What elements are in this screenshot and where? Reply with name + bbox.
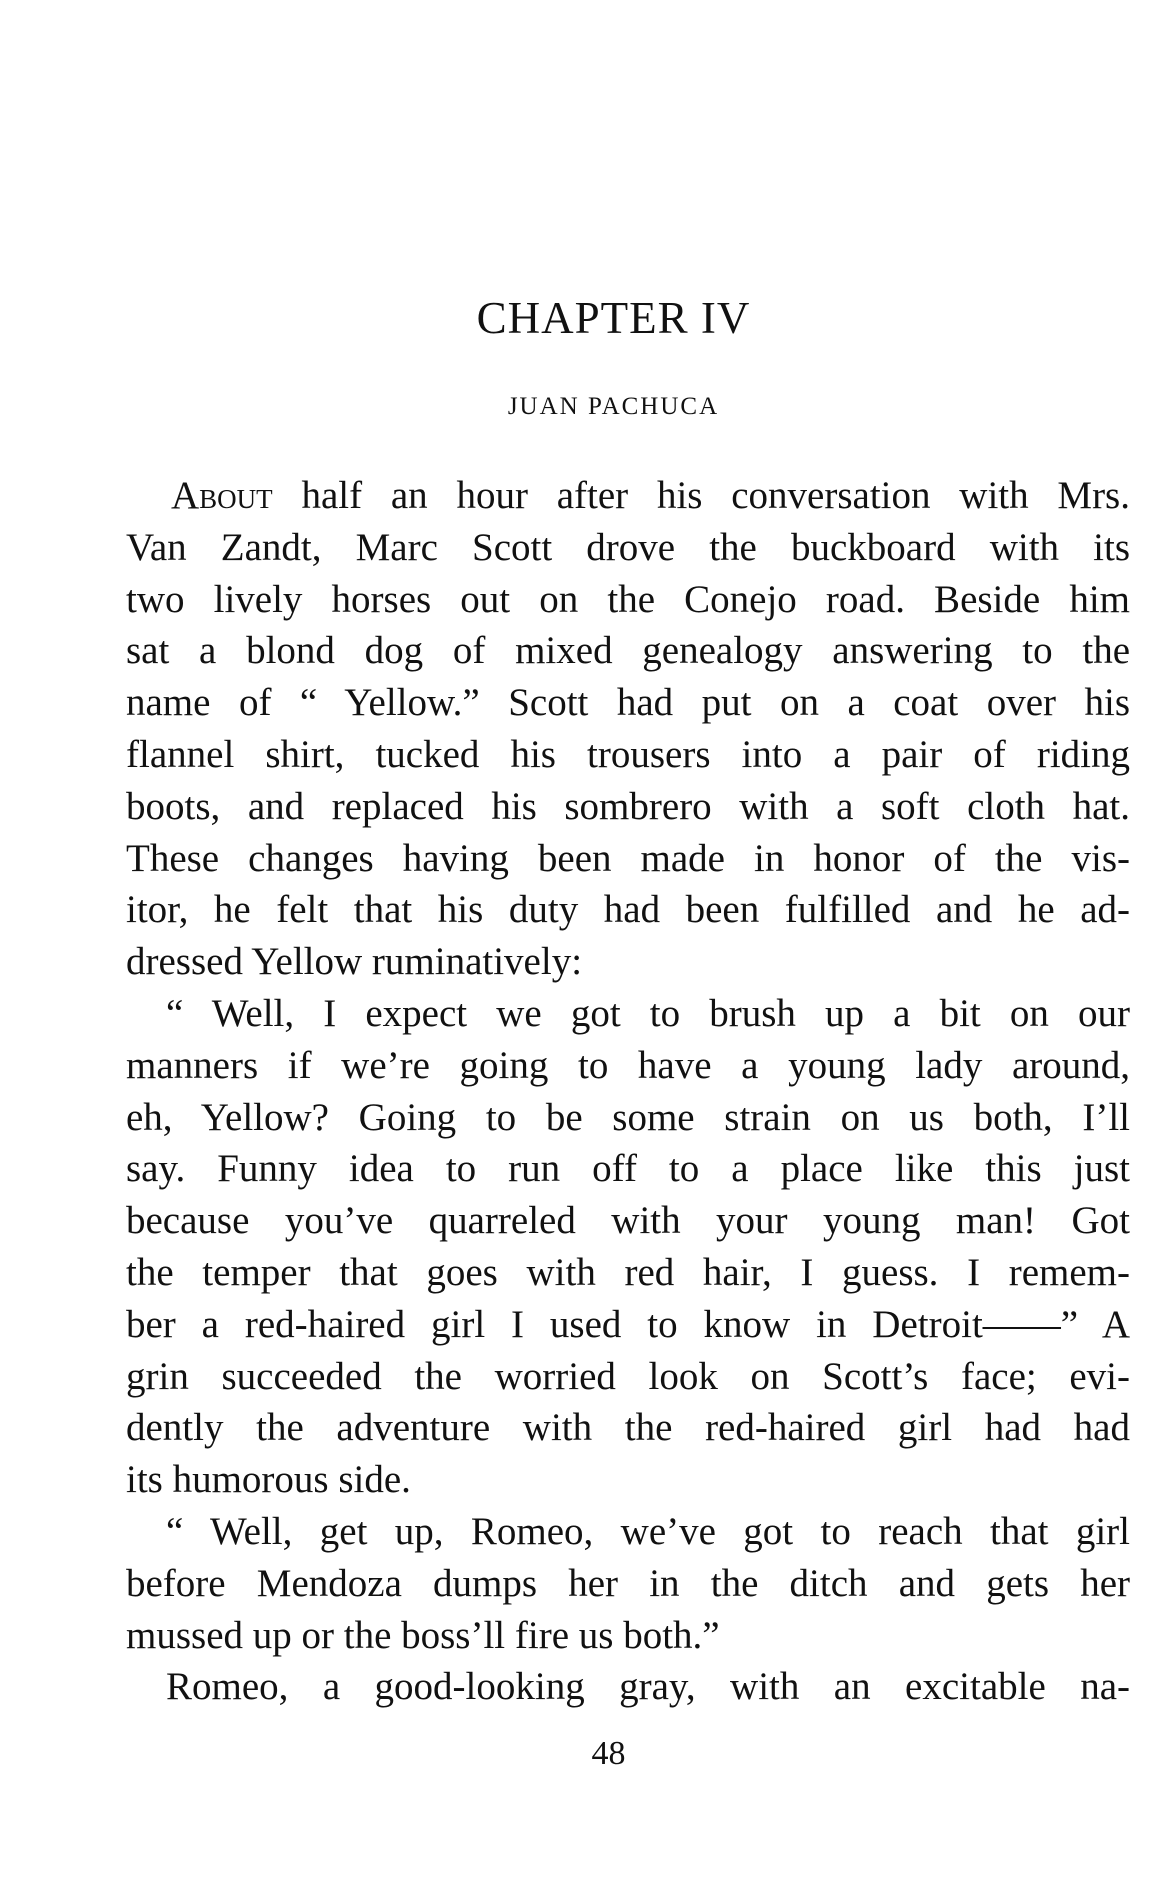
text-line: say. Funny idea to run off to a place like this just	[126, 1147, 1130, 1191]
text-line: “ Well, get up, Romeo, we’ve got to reach that girl	[166, 1509, 1130, 1553]
page-number: 48	[591, 1735, 626, 1772]
body-text	[126, 470, 1130, 1713]
paragraph	[126, 988, 1130, 1506]
text-line: the temper that goes with red hair, I guess. I remem-	[126, 1250, 1130, 1294]
text-line: itor, he felt that his duty had been fulfilled and he ad-	[126, 888, 1130, 932]
text-line: its humorous side.	[126, 1458, 411, 1502]
text-line: dently the adventure with the red-haired girl had had	[126, 1406, 1130, 1450]
text-line: Romeo, a good-looking gray, with an excitable na-	[166, 1665, 1130, 1709]
chapter-subtitle: JUAN PACHUCA	[507, 393, 720, 420]
text-line: “ Well, I expect we got to brush up a bit on our	[166, 991, 1130, 1035]
text-line: manners if we’re going to have a young lady around,	[126, 1043, 1130, 1087]
text-line: name of “ Yellow.” Scott had put on a coat over his	[126, 681, 1130, 725]
paragraph	[126, 1661, 1130, 1713]
text-line: before Mendoza dumps her in the ditch and gets her	[126, 1561, 1130, 1605]
text-line: ber a red-haired girl I used to know in Detroit——” A	[126, 1302, 1130, 1346]
text-line: eh, Yellow? Going to be some strain on us both, I’ll	[126, 1095, 1130, 1139]
chapter-title: CHAPTER IV	[476, 293, 751, 343]
text-line: two lively horses out on the Conejo road. Beside him	[126, 577, 1130, 621]
text-line: About half an hour after his conversation with Mrs.	[171, 474, 1130, 517]
lead-word: About	[171, 474, 273, 517]
paragraph	[126, 1506, 1130, 1661]
text-line: Van Zandt, Marc Scott drove the buckboard with its	[126, 525, 1130, 569]
paragraph	[126, 470, 1130, 988]
text-line: grin succeeded the worried look on Scott’s face; evi-	[126, 1354, 1130, 1398]
text-line: sat a blond dog of mixed genealogy answering to the	[126, 629, 1130, 673]
text-line: boots, and replaced his sombrero with a soft cloth hat.	[126, 784, 1130, 828]
text-line: flannel shirt, tucked his trousers into a pair of riding	[126, 732, 1130, 776]
text-line: These changes having been made in honor of the vis-	[126, 836, 1130, 880]
text-line: mussed up or the boss’ll fire us both.”	[126, 1613, 720, 1657]
text-line: dressed Yellow ruminatively:	[126, 940, 583, 984]
text-line: because you’ve quarreled with your young man! Got	[126, 1199, 1130, 1243]
